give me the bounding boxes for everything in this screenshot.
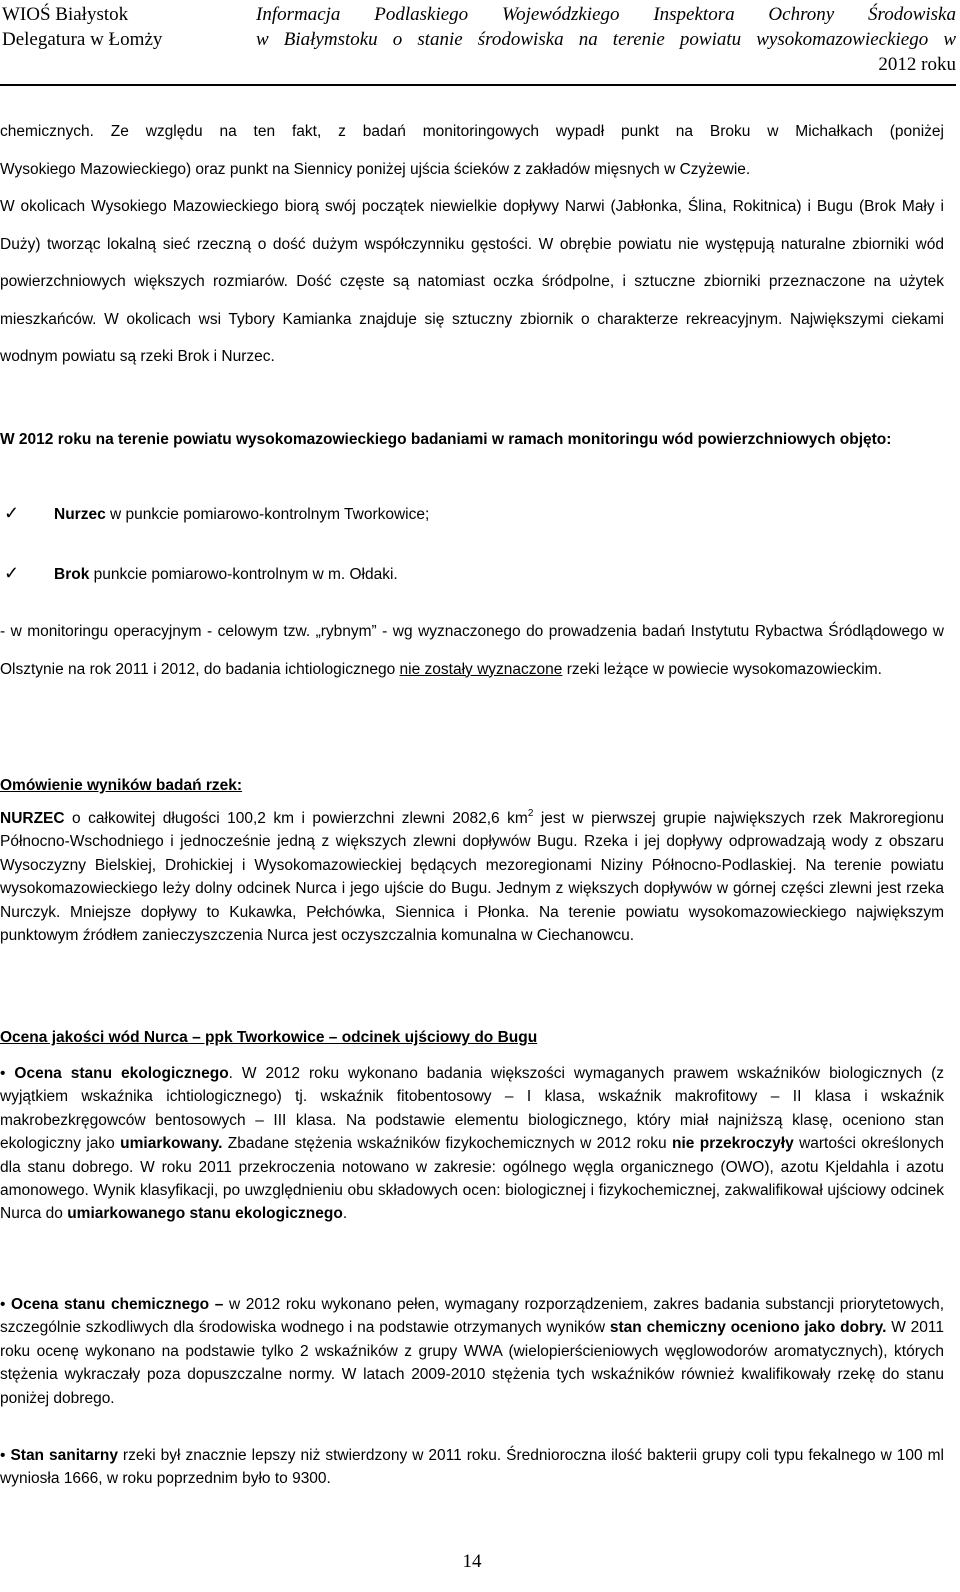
intro-p1-line1: chemicznych. Ze względu na ten fakt, z badań monitoringowych wypadł punkt na Broku w Michałkach (poniżej [0, 123, 944, 140]
fish-text-part1: - w monitoringu operacyjnym - celowym tzw. „rybnym” - wg wyznaczonego do prowadzenia badań Instytutu Rybactwa Śródlądowego w Olsztynie na rok 2011 i 2012, do badania ichtiologicznego [0, 623, 944, 678]
chem-text-2: W 2011 roku ocenę wykonano na podstawie tylko 2 wskaźników z grupy WWA (wielopierścieniowych węglowodorów aromatycznych), których stężenia wykraczały poza dopuszczalne normy. W latach 2009-2010 stężenia tych wskaźników również kwalifikowały rzekę do stanu poniżej dobrego. [0, 1319, 944, 1407]
header-title-line2: w Białymstoku o stanie środowiska na terenie powiatu wysokomazowieckiego w [256, 29, 956, 50]
monitoring-item-text: punkcie pomiarowo-kontrolnym w m. Ołdaki. [89, 566, 398, 583]
eco-bold-2: nie przekroczyły [672, 1135, 794, 1153]
eco-bold-3: umiarkowanego stanu ekologicznego [67, 1205, 343, 1223]
intro-paragraph-2: W okolicach Wysokiego Mazowieckiego biorą swój początek niewielkie dopływy Narwi (Jabłonka, Ślina, Rokitnica) i Bugu (Brok Mały i Duży) tworząc lokalną sieć rzeczną o dość dużym współczynniku gęstości. W obrębie powiatu nie występują naturalne zbiorniki wód powierzchniowych większych rozmiarów. Dość częste są natomiast oczka śródpolne, i sztuczne zbiorniki przeznaczone na użytek mieszkańców. W okolicach wsi Tybory Kamianka znajduje się sztuczny zbiornik o charakterze rekreacyjnym. Największymi ciekami wodnym powiatu są rzeki Brok i Nurzec. [0, 198, 944, 365]
eco-bold-1: umiarkowany. [120, 1135, 223, 1153]
header-org-line1: WIOŚ Białystok [2, 4, 129, 25]
bullet-icon: • [0, 1447, 6, 1464]
checkmark-icon: ✓ [4, 503, 20, 523]
results-heading: Omówienie wyników badań rzek: [0, 777, 243, 794]
intro-paragraph-1 [0, 113, 944, 188]
monitoring-item-text: w punkcie pomiarowo-kontrolnym Tworkowice; [105, 506, 430, 523]
superscript-2: 2 [527, 808, 534, 819]
fish-text-part2: rzeki leżące w powiecie wysokomazowieckim. [562, 660, 882, 678]
checkmark-icon: ✓ [4, 563, 20, 583]
chem-bold-1: stan chemiczny oceniono jako dobry. [609, 1319, 887, 1337]
eco-label: Ocena stanu ekologicznego [14, 1065, 229, 1082]
quality-heading: Ocena jakości wód Nurca – ppk Tworkowice – odcinek ujściowy do Bugu [0, 1029, 538, 1046]
intro-p1-line2: Wysokiego Mazowieckiego) oraz punkt na Siennicy poniżej ujścia ścieków z zakładów mięsnych w Czyżewie. [0, 160, 751, 178]
monitoring-item-name: Brok [54, 566, 90, 583]
nurzec-text-part2: jest w pierwszej grupie największych rzek Makroregionu Północno-Wschodniego i jednocześnie jedną z większych zlewni dopływów Bugu. Rzeka i jej dopływy odprowadzają wody z obszaru Wysoczyzny Bielskiej, Drohickiej i Wysokomazowieckiej będących mezoregionami Niziny Północno-Podlaskiej. Na terenie powiatu wysokomazowieckiego leży dolny odcinek Nurca i jego ujście do Bugu. Jednym z większych dopływów w górnej części zlewni jest rzeka Nurczyk. Mniejsze dopływy to Kukawka, Pełchówka, Siennica i Płonka. Na terenie powiatu wysokomazowieckiego największym punktowym źródłem zanieczyszczenia Nurca jest oczyszczalnia komunalna w Ciechanowcu. [0, 810, 945, 945]
page-number: 14 [462, 1551, 482, 1572]
eco-text-2: Zbadane stężenia wskaźników fizykochemicznych w 2012 roku [222, 1135, 673, 1153]
header-organization [2, 2, 162, 52]
chemical-status-paragraph [0, 1293, 944, 1410]
ecological-status-paragraph [0, 1062, 944, 1226]
nurzec-text-part1: o całkowitej długości 100,2 km i powierzchni zlewni 2082,6 km [64, 810, 528, 827]
header-document-title [256, 2, 956, 77]
fish-monitoring-paragraph [0, 613, 944, 688]
san-text-1: rzeki był znacznie lepszy niż stwierdzony w 2011 roku. Średnioroczna ilość bakterii grupy coli typu fekalnego w 100 ml wyniosła 1666, w roku poprzednim było to 9300. [0, 1447, 944, 1488]
page-header [0, 0, 960, 88]
chem-label: Ocena stanu chemicznego – [11, 1296, 224, 1313]
sanitary-status-paragraph [0, 1444, 944, 1491]
monitoring-item-nurzec [0, 500, 944, 528]
fish-text-underlined: nie zostały wyznaczone [399, 660, 563, 678]
header-org-line2: Delegatura w Łomży [2, 29, 163, 50]
monitoring-item-name: Nurzec [54, 506, 106, 523]
nurzec-paragraph [0, 807, 944, 947]
bullet-icon: • [0, 1296, 6, 1313]
header-title-line3: 2012 roku [878, 54, 956, 75]
header-title-line1: Informacja Podlaskiego Wojewódzkiego Inspektora Ochrony Środowiska [256, 4, 956, 25]
chem-text-1: w 2012 roku wykonano pełen, wymagany rozporządzeniem, zakres badania substancji priorytetowych, szczególnie szkodliwych dla środowiska wodnego i na podstawie otrzymanych wyników [0, 1296, 944, 1337]
bullet-icon: • [0, 1065, 6, 1082]
eco-text-4: . [342, 1205, 348, 1223]
eco-text-3: wartości określonych dla stanu dobrego. W roku 2011 przekroczenia notowano w zakresie: ogólnego węgla organicznego (OWO), azotu Kjeldahla i azotu amonowego. Wynik klasyfikacji, po uwzględnieniu obu składowych ocen: biologicznej i fizykochemicznej, zakwalifikował ujściowy odcinek Nurca do [0, 1135, 944, 1223]
monitoring-heading: W 2012 roku na terenie powiatu wysokomazowieckiego badaniami w ramach monitoringu wód powierzchniowych objęto: [0, 431, 892, 448]
monitoring-item-brok [0, 560, 944, 588]
header-divider [0, 84, 956, 86]
san-label: Stan sanitarny [10, 1447, 118, 1464]
nurzec-label: NURZEC [0, 810, 65, 827]
eco-text-1: . W 2012 roku wykonano badania większości wymaganych prawem wskaźników biologicznych (z wyjątkiem wskaźnika ichtiologicznego) tj. wskaźnik fitobentosowy – I klasa, wskaźnik makrofitowy – II klasa i wskaźnik makrobezkręgowców bentosowych – III klasa. Na podstawie elementu biologicznego, który miał najniższą klasę, oceniono stan ekologiczny jako [0, 1065, 944, 1153]
